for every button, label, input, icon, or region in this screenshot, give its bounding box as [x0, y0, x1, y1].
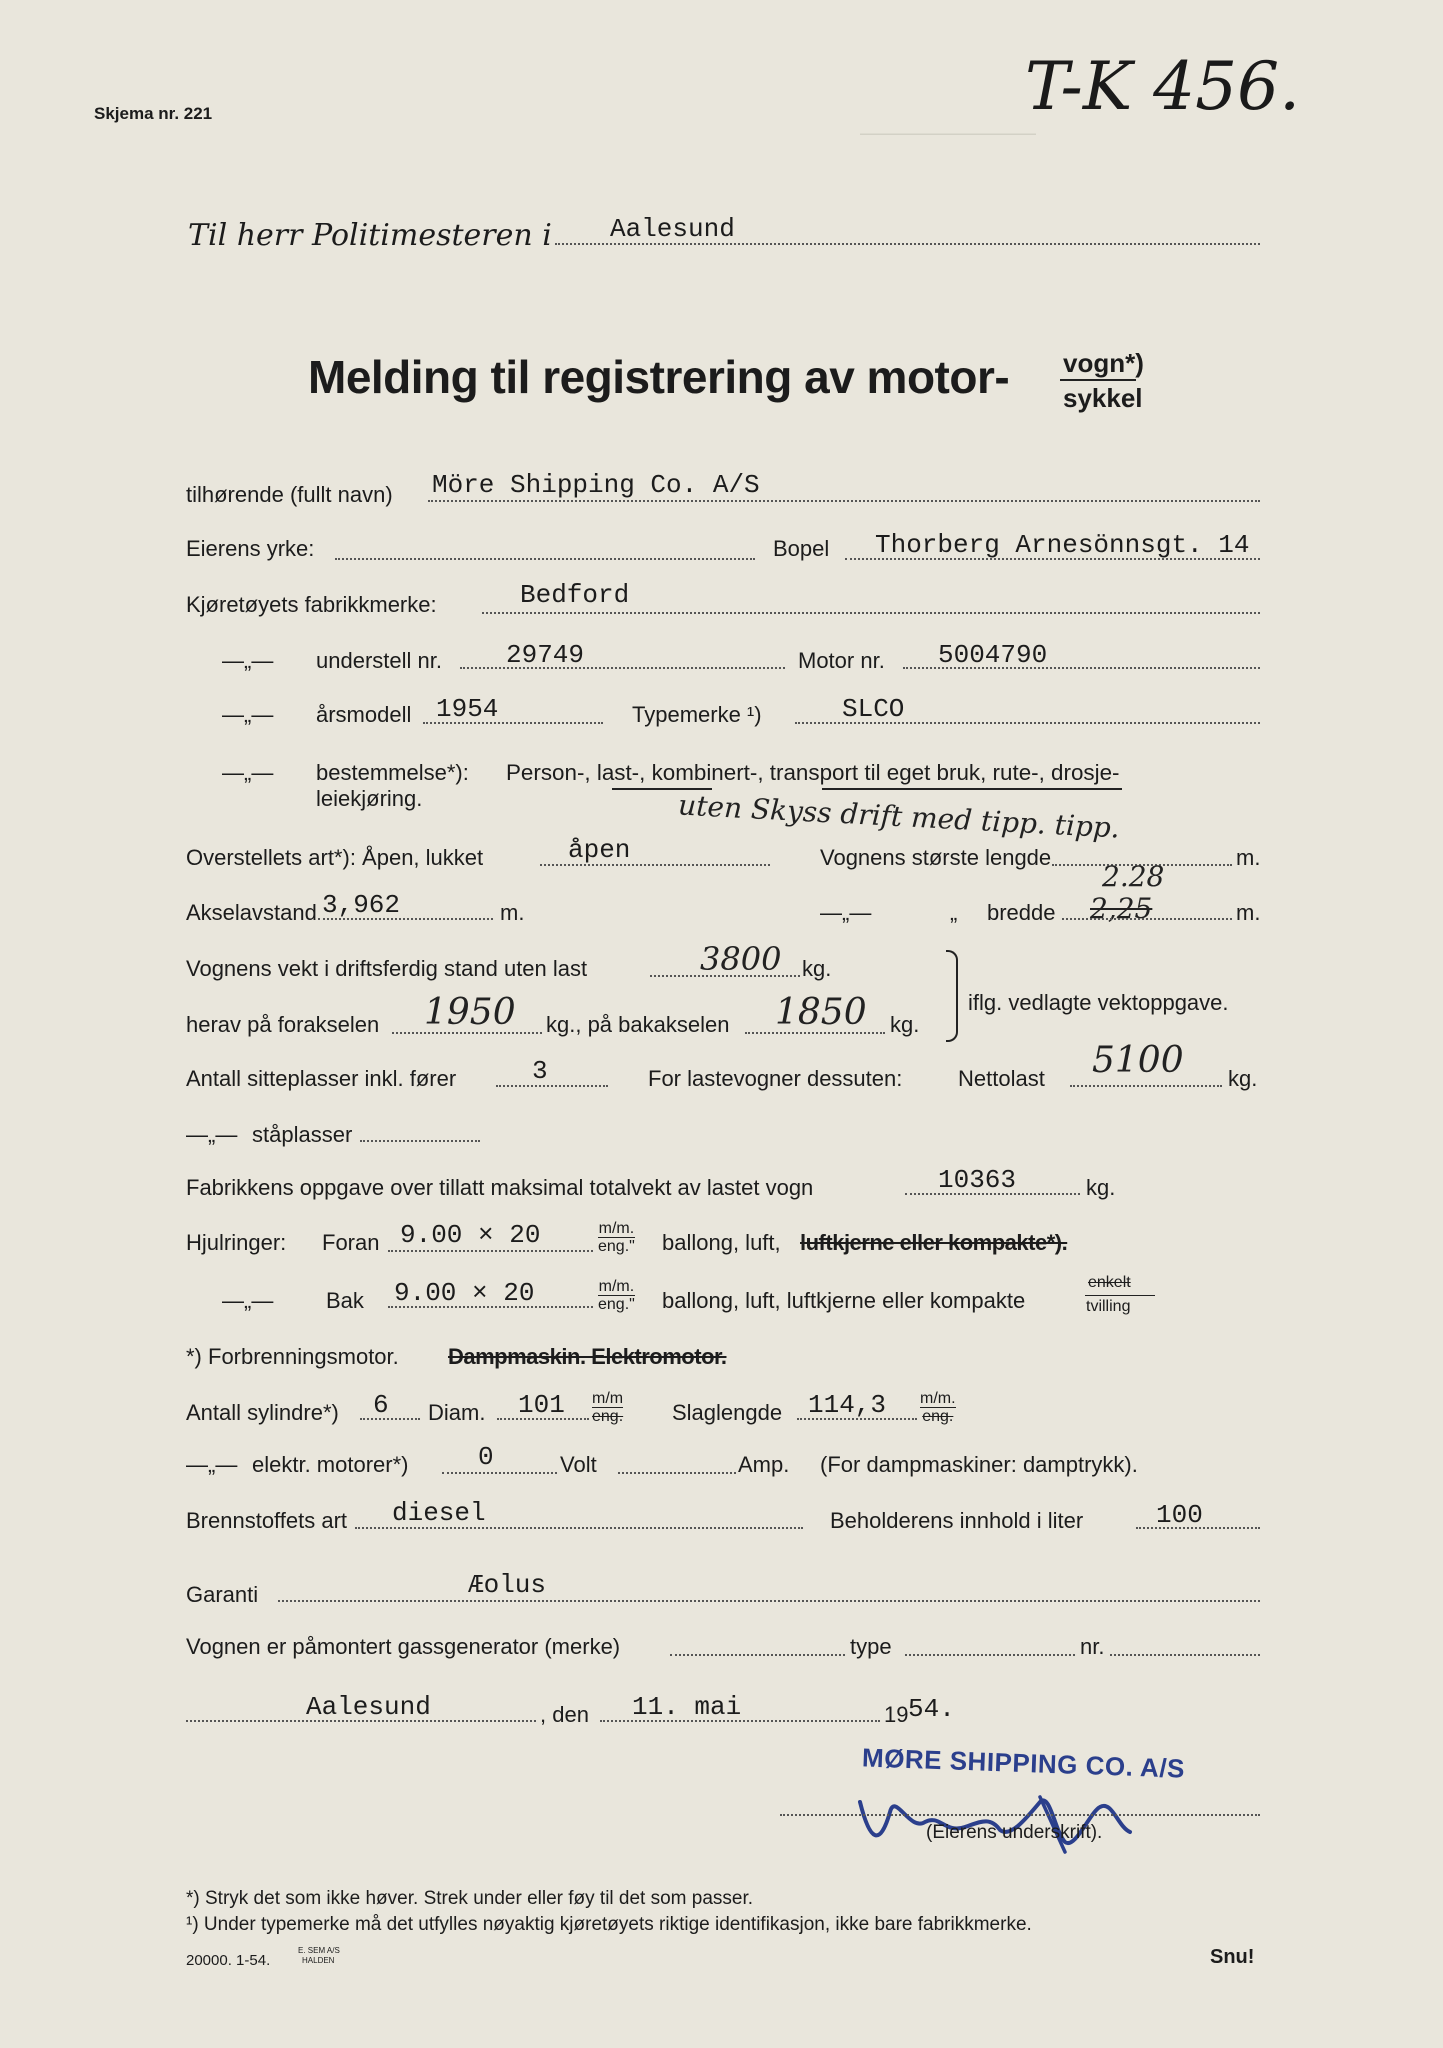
- engine-kind-label: *) Forbrenningsmotor.: [186, 1344, 399, 1369]
- payload-unit: kg.: [1228, 1066, 1258, 1091]
- guarantee-label: Garanti: [186, 1582, 259, 1607]
- gas-generator-label: Vognen er påmontert gassgenerator (merke): [186, 1634, 621, 1659]
- owner-name: Möre Shipping Co. A/S: [432, 470, 760, 500]
- tank-line: [1136, 1527, 1260, 1529]
- gas-type-line: [905, 1654, 1075, 1656]
- title-option-sykkel: sykkel: [1063, 383, 1143, 413]
- guarantee-line: [278, 1600, 1260, 1602]
- type-label: Typemerke ¹): [632, 702, 762, 727]
- ditto-standing: —„—: [186, 1122, 238, 1147]
- max-total-unit: kg.: [1086, 1175, 1116, 1200]
- body-label: Overstellets art*): Åpen, lukket: [186, 845, 484, 870]
- max-total-label: Fabrikkens oppgave over tillatt maksimal totalvekt av lastet vogn: [186, 1175, 814, 1200]
- electric-motors: 0: [478, 1442, 494, 1472]
- owner-address: Thorberg Arnesönnsgt. 14: [875, 530, 1250, 560]
- vehicle-make: Bedford: [520, 580, 630, 610]
- wheel-fraction-line: [1085, 1295, 1155, 1296]
- address-line: [845, 558, 1260, 560]
- signature-line: [780, 1814, 1260, 1816]
- addressee-label: Til herr Politimesteren i: [188, 218, 552, 253]
- curb-weight: 3800: [700, 940, 782, 978]
- front-wheel-size: 9.00 × 20: [400, 1220, 541, 1250]
- payload-intro: For lastevogner dessuten:: [648, 1066, 903, 1091]
- wheels-label: Hjulringer:: [186, 1230, 287, 1255]
- wheelbase-unit: m.: [500, 900, 525, 925]
- chassis-line: [460, 667, 785, 669]
- rear-axle-line: [745, 1032, 885, 1034]
- wheelbase-label: Akselavstand: [186, 900, 317, 925]
- rear-wheel-line: [388, 1306, 593, 1308]
- address-label: Bopel: [773, 536, 830, 561]
- make-label: Kjøretøyets fabrikkmerke:: [186, 592, 437, 617]
- title-option-vogn: vogn*): [1063, 348, 1144, 378]
- fuel-line: [355, 1527, 803, 1529]
- bore-label: Diam.: [428, 1400, 486, 1425]
- front-wheel-unit: m/m. eng.": [598, 1220, 635, 1255]
- cylinders: 6: [373, 1390, 389, 1420]
- length-label: Vognens største lengde: [820, 845, 1052, 870]
- date-label: , den: [540, 1702, 589, 1727]
- type-mark: SLCO: [842, 694, 905, 724]
- purpose-options-cont: leiekjøring.: [316, 786, 423, 811]
- rear-axle-weight: 1850: [775, 992, 867, 1033]
- curb-weight-label: Vognens vekt i driftsferdig stand uten last: [186, 956, 588, 981]
- bore-line: [497, 1418, 589, 1420]
- wheel-single: enkelt: [1088, 1274, 1131, 1291]
- curb-weight-unit: kg.: [802, 956, 832, 981]
- payload-line: [1070, 1085, 1222, 1087]
- signing-date: 11. mai: [632, 1692, 742, 1722]
- cylinders-label: Antall sylindre*): [186, 1400, 339, 1425]
- engine-number: 5004790: [938, 640, 1048, 670]
- guarantee: Æolus: [468, 1570, 547, 1600]
- bore-unit: m/m eng.: [592, 1390, 624, 1425]
- printer-name: E. SEM A/S: [298, 1946, 340, 1955]
- standing-label: ståplasser: [252, 1122, 353, 1147]
- weight-reference-note: iflg. vedlagte vektoppgave.: [968, 990, 1229, 1015]
- max-total-weight: 10363: [938, 1165, 1017, 1195]
- stroke: 114,3: [808, 1390, 887, 1420]
- chassis-number: 29749: [506, 640, 585, 670]
- ditto-purpose: —„—: [222, 760, 274, 785]
- width-corrected: 2.28: [1102, 860, 1165, 893]
- ditto-year: —„—: [222, 702, 274, 727]
- purpose-options: Person-, last-, kombinert-, transport til eget bruk, rute-, drosje-: [506, 760, 1120, 785]
- stroke-line: [797, 1418, 917, 1420]
- form-number: Skjema nr. 221: [94, 104, 213, 123]
- model-year: 1954: [436, 694, 499, 724]
- body-type: åpen: [568, 835, 631, 865]
- front-axle-weight: 1950: [424, 992, 516, 1033]
- gas-no-label: nr.: [1080, 1634, 1105, 1659]
- volt-line: [618, 1472, 736, 1474]
- underline-transport: [822, 788, 1122, 790]
- purpose-label: bestemmelse*):: [316, 760, 469, 785]
- ditto-width: —„—: [820, 900, 872, 925]
- company-stamp: MØRE SHIPPING CO. A/S: [861, 1742, 1186, 1784]
- signing-place: Aalesund: [306, 1692, 431, 1722]
- rear-wheel-unit: m/m. eng.": [598, 1278, 635, 1313]
- ditto-rear-wheels: —„—: [222, 1288, 274, 1313]
- stroke-unit: m/m. eng.: [920, 1390, 956, 1425]
- addressee-line: [555, 243, 1260, 245]
- reference-handwritten: T-K 456.: [1025, 48, 1301, 125]
- form-title: Melding til registrering av motor-: [308, 351, 1010, 403]
- electric-label: elektr. motorer*): [252, 1452, 409, 1477]
- standing-line: [360, 1140, 480, 1142]
- seats-label: Antall sitteplasser inkl. fører: [186, 1066, 457, 1091]
- length-unit: m.: [1236, 845, 1261, 870]
- owner-name-line: [428, 500, 1260, 502]
- engine-label: Motor nr.: [798, 648, 885, 673]
- wheelbase: 3,962: [322, 890, 401, 920]
- steam-label: (For dampmaskiner: damptrykk).: [820, 1452, 1138, 1477]
- turn-over-note: Snu!: [1210, 1946, 1255, 1968]
- engine-kind-struck: Dampmaskin. Elektromotor.: [448, 1344, 727, 1369]
- rear-wheel-size: 9.00 × 20: [394, 1278, 535, 1308]
- rear-wheels-label: Bak: [326, 1288, 364, 1313]
- front-wheel-line: [388, 1250, 593, 1252]
- rear-axle-unit: kg.: [890, 1012, 920, 1037]
- width-quote: „: [950, 900, 958, 925]
- wheel-twin: tvilling: [1086, 1298, 1131, 1315]
- payload-label: Nettolast: [958, 1066, 1045, 1091]
- footnote-2: ¹) Under typemerke må det utfylles nøyaktig kjøretøyets riktige identifikasjon, ikke bare fabrikkmerke.: [186, 1914, 1032, 1935]
- front-wheel-types-b: luftkjerne eller kompakte*).: [800, 1230, 1068, 1255]
- gas-no-line: [1110, 1654, 1260, 1656]
- curb-weight-line: [650, 975, 800, 977]
- width-line: [1062, 918, 1232, 920]
- addressee-city: Aalesund: [610, 214, 735, 244]
- weights-brace: [946, 950, 958, 1042]
- chassis-label: understell nr.: [316, 648, 442, 673]
- front-axle-line: [392, 1032, 542, 1034]
- ditto-chassis: —„—: [222, 648, 274, 673]
- owner-name-label: tilhørende (fullt navn): [186, 482, 393, 507]
- wheelbase-line: [318, 918, 493, 920]
- cylinders-line: [360, 1418, 420, 1420]
- payload: 5100: [1092, 1040, 1184, 1081]
- signature-label: (Eierens underskrift).: [926, 1822, 1103, 1843]
- gas-generator-line: [670, 1654, 845, 1656]
- year-line: [423, 722, 603, 724]
- type-line: [795, 722, 1260, 724]
- front-wheels-label: Foran: [322, 1230, 380, 1255]
- printer-city: HALDEN: [302, 1956, 335, 1965]
- date-line: [600, 1720, 880, 1722]
- front-axle-label: herav på forakselen: [186, 1012, 380, 1037]
- rear-axle-label: kg., på bakakselen: [546, 1012, 730, 1037]
- seats: 3: [532, 1056, 548, 1086]
- footnote-1: *) Stryk det som ikke høver. Strek under eller føy til det som passer.: [186, 1888, 754, 1909]
- width-original: 2,25: [1090, 892, 1153, 925]
- engine-line: [903, 667, 1260, 669]
- handwritten-signature: [850, 1772, 1140, 1862]
- body-line: [540, 864, 770, 866]
- volt-label: Volt: [560, 1452, 597, 1477]
- width-unit: m.: [1236, 900, 1261, 925]
- seats-line: [496, 1085, 608, 1087]
- place-line: [186, 1720, 536, 1722]
- occupation-label: Eierens yrke:: [186, 536, 315, 561]
- bleed-through: ————————: [860, 120, 1036, 145]
- gas-type-label: type: [850, 1634, 892, 1659]
- tank-label: Beholderens innhold i liter: [830, 1508, 1084, 1533]
- max-total-line: [905, 1193, 1080, 1195]
- occupation-line: [335, 558, 755, 560]
- year-label: årsmodell: [316, 702, 412, 727]
- rear-wheel-types: ballong, luft, luftkjerne eller kompakte: [662, 1288, 1026, 1313]
- make-line: [482, 612, 1260, 614]
- stroke-label: Slaglengde: [672, 1400, 783, 1425]
- title-fraction-line: [1060, 379, 1136, 381]
- tank-capacity: 100: [1156, 1500, 1203, 1530]
- signing-year: 54.: [908, 1694, 955, 1724]
- fuel-type: diesel: [392, 1498, 486, 1528]
- purpose-handwritten: uten Skyss drift med tipp. tipp.: [677, 788, 1121, 845]
- front-wheel-types-a: ballong, luft,: [662, 1230, 781, 1255]
- fuel-label: Brennstoffets art: [186, 1508, 348, 1533]
- width-label: bredde: [987, 900, 1056, 925]
- electric-line: [442, 1472, 557, 1474]
- bore: 101: [518, 1390, 565, 1420]
- ditto-electric: —„—: [186, 1452, 238, 1477]
- year-prefix: 19: [884, 1702, 909, 1727]
- print-code: 20000. 1-54.: [186, 1952, 271, 1969]
- amp-label: Amp.: [738, 1452, 790, 1477]
